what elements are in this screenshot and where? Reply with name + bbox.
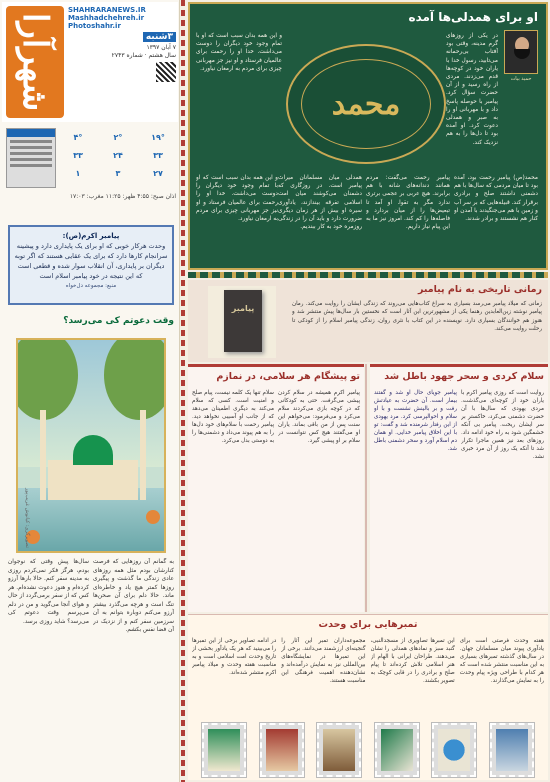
article-pishgam-salam <box>188 364 364 612</box>
text-column: در یکی از روزهای گرم مدینه، وقتی بود آفتاب بی‌رحمانه می‌تابید، رسول خدا با یاران خود در کوچه‌ها قدم می‌زدند. مردی از راه رسید و از آن حضرت سؤال کرد. پیامبر با حوصله پاسخ داد و با مهربانی او را به صبر و همدلی دعوت کرد. او آمده بود تا دل‌ها را به هم نزدیک کند. <box>446 33 498 146</box>
stamp-image[interactable] <box>202 723 246 777</box>
calligraphy-emblem <box>286 44 446 164</box>
text-column: روایت است که روزی پیامبر اکرم با یاران خود از کوچه‌ای می‌گذشت. مردی یهودی که سال‌ها با آن حضرت دشمنی می‌کرد، خاکستر بر سر ایشان ریخت. پیامبر بی آنکه خشمگین شود به راه خود ادامه داد. روزهای بعد نیز همین ماجرا تکرار شد تا آنکه یک روز از آن مرد خبری نشد. <box>461 390 544 460</box>
weather-row: ۱ ۳ ۲۷ <box>75 168 163 178</box>
newspaper-logo[interactable]: شهرآرا <box>6 6 64 118</box>
stamp-image[interactable] <box>375 723 419 777</box>
site-link-3[interactable]: Photoshahr.ir <box>68 22 121 30</box>
text-column: پیامبر اکرم همیشه در سلام کردن پیشی می‌گرفت. حتی به کودکانی که در کوچه بازی می‌کردند سلام می‌کرد و می‌فرمود: می‌خواهم این سنت پس از من باقی بماند. یاران او می‌گفتند هیچ کس نتوانست در سلام بر او پیشی گیرد. <box>278 390 360 444</box>
book-article-body: زمانی که میلاد پیامبر می‌رسد بسیاری به سراغ کتاب‌هایی می‌روند که زندگی ایشان را روایت می‌کند. رمان پیامبر نوشته زین‌العابدین رهنما یکی از مشهورترین این آثار است که نخستین بار سال‌ها پیش منتشر شد و هنوز هم خوانندگان بسیاری دارد. نویسنده در این کتاب با نثری روان، زندگی پیامبر اسلام را از کودکی تا رحلت روایت می‌کند. <box>292 301 542 332</box>
weather-row: ۴° ۲° ۱۹° <box>73 132 165 142</box>
text-column: سلام تنها یک کلمه نیست، پیام صلح و امنیت است. کسی که سلام می‌کند به دیگری اطمینان می‌دهد که از جانب او آسیبی نخواهد دید. پیامبر رحمت با سلام‌های خود دل‌ها را به هم پیوند می‌داد و دشمنی‌ها را به دوستی بدل می‌کرد. <box>192 390 274 444</box>
text-column: به گمانم آن روزهایی که فرصت کنارشان بودم مثل همه روزهای عادی زندگی ما گذشت و پیگیری روزها کمتر هیچ یاد و خاطره‌ای ماند. حالا دلم برای آن صحن‌ها تنگ است و هرچه می‌گذرد بیشتر آرزو می‌کنم دوباره بتوانم به آن سرزمین سفر کنم و از نزدیک در آن فضا نفس بکشم. <box>93 559 174 633</box>
issue-day: ۳شنبه <box>143 32 176 42</box>
article-title[interactable]: تو پیشگام هر سلامی، در نمازم <box>216 371 360 382</box>
weather-table <box>60 128 176 188</box>
text-column: مجموعه‌داران تمبر این آثار را گنجینه‌ای ارزشمند می‌دانند. برخی از این تمبرها در نمایشگاه‌های بین‌المللی نیز به نمایش درآمده‌اند و نشان‌دهنده اهمیت فرهنگی این مناسبت هستند. <box>281 638 366 684</box>
lead-article-title[interactable]: او برای همدلی‌ها آمده <box>408 10 538 24</box>
text-column: سال‌ها پیش وقتی که نوجوان بودم، هرگز فکر نمی‌کردم روزی به مدینه سفر کنم. حالا بارها آرزو کرده‌ام و هنوز دعوت نشده‌ام. هر کس که از سفر برمی‌گردد از حال و هوای آنجا می‌گوید و من در دلم می‌پرسم وقت دعوتم کی می‌رسد؟ شاید روزی برسد. <box>8 559 89 625</box>
text-column: همدلی میان مسلمانان میراث پیامبر است. در روزگاری که دشمنان می‌کوشند میان امت اسلامی تفرقه بیندازند، یادآوری سیره او بیش از هر زمان دیگری ضرورت دارد و باید آن را در زندگی روزمره خود به کار ببندیم. <box>278 175 362 231</box>
quote-body: وحدت هرکار خوبی که او برای یک پایداری دارد و پیشینه سرانجام کارها دارد که برای یک عقایی هستند که اگر توبه دیگران بر پایداری، آن انقلاب سوار شده و قطعی است که این نتیجه در خود پیامبر اسلام است <box>14 242 168 280</box>
book-article <box>188 280 548 362</box>
stamp-image[interactable] <box>490 723 534 777</box>
site-link-2[interactable]: Mashhadchehreh.ir <box>68 14 145 22</box>
quote-source: منبع: مجموعه دل‌خواه <box>65 283 117 289</box>
author-name: حمید بیات <box>510 76 532 82</box>
text-column: پیامبر جویای حال او شد و گفتند بیمار است. آن حضرت به عیادتش رفت و بر بالینش نشست و با او سلام و احوالپرسی کرد. مرد یهودی از این رفتار شرمنده شد و گفت: تو با این اخلاق پیامبر خدایی. او همان دم اسلام آورد و سحر دشمنی باطل شد. <box>374 390 457 452</box>
illustration-caption: تصویرگری: کیانوش غریب‌پور <box>24 488 30 548</box>
stamps-article-title[interactable]: تمبرهایی برای وحدت <box>318 619 418 630</box>
book-image <box>208 286 276 358</box>
lead-article <box>188 2 548 270</box>
text-column: محمد(ص) پیامبر رحمت بود، آمده بود تا میان مردمی که سال‌ها با هم دشمنی داشتند صلح و برادری برقرار کند. قبیله‌هایی که بر سر آب و زمین با هم می‌جنگیدند با آمدن او کنار هم نشستند و برادر شدند. <box>454 175 538 223</box>
book-article-title[interactable]: رمانی تاریخی به نام پیامبر <box>417 284 542 295</box>
book-cover: پیامبر <box>224 290 262 352</box>
site-link-1[interactable]: SHAHRARANEWS.IR <box>68 6 146 14</box>
issue-date: ۷ آبان ۱۳۹۷ <box>146 44 176 51</box>
stamp-gallery <box>202 723 534 777</box>
emblem-text: محمد <box>301 59 431 149</box>
text-column: پیامبر رحمت می‌گفت: مردم همانند دندانه‌های شانه با هم برابرند. هیچ عربی بر عجمی برتری ندارد مگر به تقوا. او آمد تا تبعیض‌ها را از میان بردارد و فاصله‌ها را کم کند. امروز نیز ما به این پیام نیاز داریم. <box>366 175 450 231</box>
stamp-image[interactable] <box>260 723 304 777</box>
qr-code-icon[interactable] <box>156 62 176 82</box>
weather-row: ۳۳ ۲۴ ۳۳ <box>73 150 163 160</box>
text-column: هفته وحدت فرصتی است برای یادآوری پیوند میان مسلمانان جهان. در سال‌های گذشته تمبرهای بسیاری به این مناسبت منتشر شده است که هر کدام با طراحی ویژه پیام وحدت را به نمایش می‌گذارند. <box>459 638 544 684</box>
article-title-vaght[interactable]: وقت دعوتم کی می‌رسد؟ <box>63 316 174 326</box>
mid-articles <box>188 364 548 612</box>
mosque-illustration <box>16 338 166 553</box>
text-column: و این همه بدان سبب است که او با تمام وجود خود دیگران را دوست می‌داشت. خدا او را رحمت برای عالمیان فرستاد و او نیز جز مهربانی چیزی برای مردم به ارمغان نیاورد. <box>196 33 282 72</box>
main-content <box>186 0 550 782</box>
masthead-info <box>68 6 176 118</box>
masthead <box>2 2 178 122</box>
column-divider <box>365 364 367 612</box>
issue-number: سال هشتم · شماره ۲۷۴۳ <box>111 52 176 59</box>
article-body-vaght <box>8 558 174 778</box>
sidebar <box>0 0 180 782</box>
stamps-article <box>188 614 548 780</box>
text-column: این تمبرها تصاویری از مسجدالنبی، گنبد سبز و نمادهای همدلی را نشان می‌دهند. طراحان ایرانی با الهام از هنر اسلامی تلاش کرده‌اند تا پیام صلح و برادری را در قابی کوچک به تصویر بکشند. <box>370 638 455 684</box>
front-page-thumbnail[interactable] <box>6 128 56 188</box>
quote-box <box>8 225 174 305</box>
text-column: و این همه بدان سبب است که او با تمام وجود خود دیگران را دوست می‌داشت. خدا او را رحمت برای عالمیان فرستاد و او نیز جز مهربانی چیزی برای مردم به ارمغان نیاورد. <box>196 175 278 223</box>
stamp-image[interactable] <box>317 723 361 777</box>
decorative-band <box>188 272 548 278</box>
author-photo <box>504 30 538 74</box>
text-column: در ادامه تصاویر برخی از این تمبرها را می‌بینید که هر یک یادآور بخشی از تاریخ وحدت امت اسلامی است و به مناسبت هفته وحدت و میلاد پیامبر اکرم منتشر شده‌اند. <box>192 638 277 676</box>
article-title[interactable]: سلام کردی و سحر جهود باطل شد <box>384 371 544 382</box>
quote-title: پیامبر اکرم(ص): <box>62 232 120 240</box>
prayer-times: اذان صبح: ۴:۵۵ ظهر: ۱۱:۲۵ مغرب: ۱۷:۰۳ <box>69 193 176 200</box>
stamp-image[interactable] <box>432 723 476 777</box>
decorative-divider <box>181 0 185 782</box>
article-salam-kardi <box>370 364 548 612</box>
